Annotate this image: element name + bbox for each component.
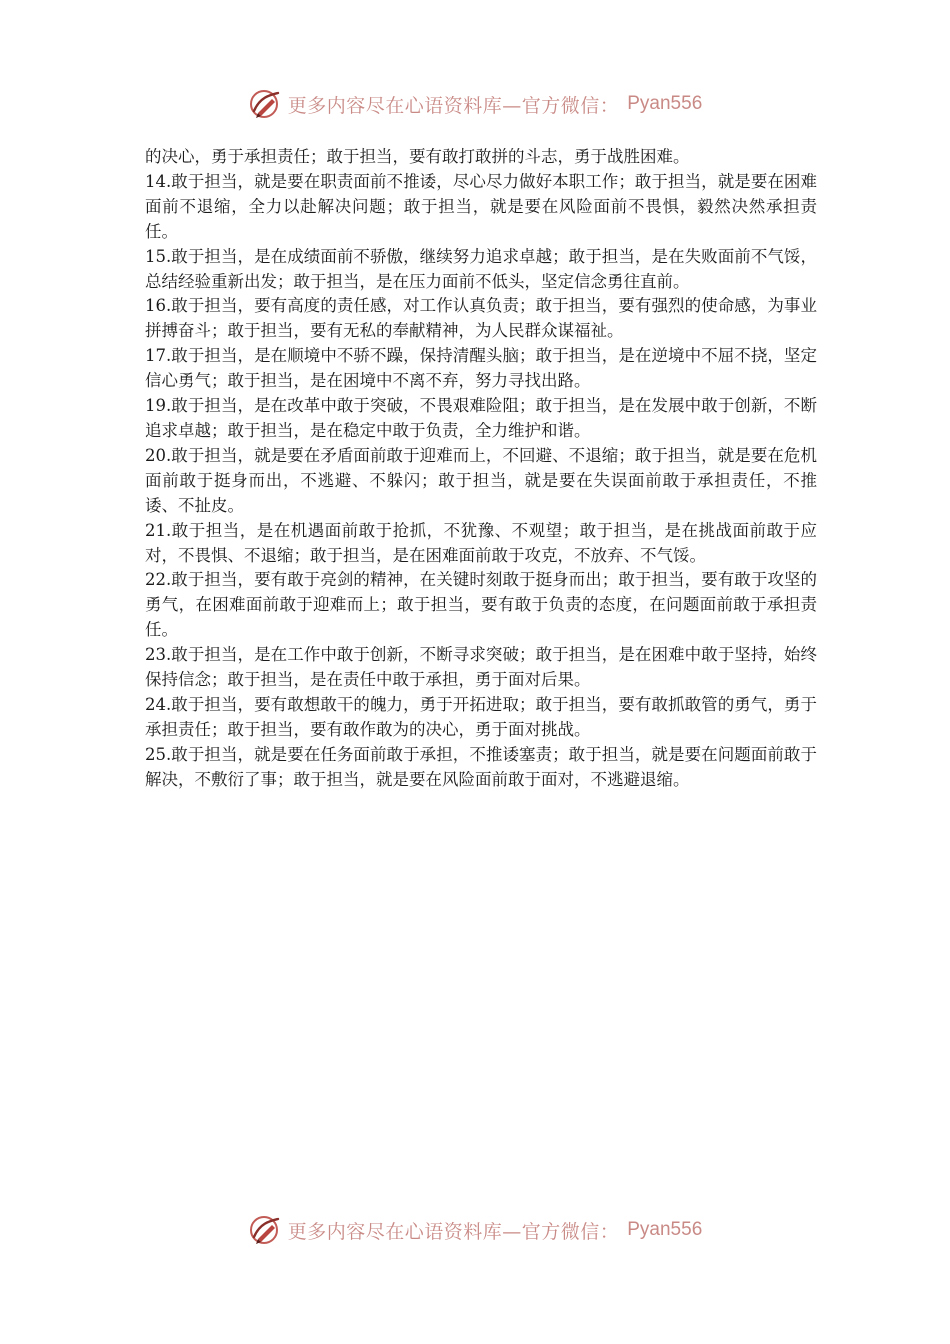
paragraph: 24.敢于担当，要有敢想敢干的魄力，勇于开拓进取；敢于担当，要有敢抓敢管的勇气，勇于承担责任；敢于担当，要有敢作敢为的决心，勇于面对挑战。 [145,694,817,739]
paragraph: 16.敢于担当，要有高度的责任感，对工作认真负责；敢于担当，要有强烈的使命感，为事业拼搏奋斗；敢于担当，要有无私的奉献精神，为人民群众谋福祉。 [145,296,817,341]
paragraph: 的决心，勇于承担责任；敢于担当，要有敢打敢拼的斗志，勇于战胜困难。 [145,147,690,166]
header-watermark [0,84,950,124]
paragraph: 22.敢于担当，要有敢于亮剑的精神，在关键时刻敢于挺身而出；敢于担当，要有敢于攻坚的勇气，在困难面前敢于迎难而上；敢于担当，要有敢于负责的态度，在问题面前敢于承担责任。 [145,570,817,640]
paragraph: 25.敢于担当，就是要在任务面前敢于承担，不推诿塞责；敢于担当，就是要在问题面前敢于解决，不敷衍了事；敢于担当，就是要在风险面前敢于面对，不逃避退缩。 [145,744,817,789]
paragraph: 17.敢于担当，是在顺境中不骄不躁，保持清醒头脑；敢于担当，是在逆境中不屈不挠，坚定信心勇气；敢于担当，是在困境中不离不弃，努力寻找出路。 [145,346,817,391]
pen-swirl-icon [248,1213,282,1247]
watermark-text: 更多内容尽在心语资料库—官方微信： [287,94,620,117]
watermark-text: 更多内容尽在心语资料库—官方微信： [287,1220,620,1243]
footer-watermark [0,1210,950,1250]
paragraph: 19.敢于担当，是在改革中敢于突破，不畏艰难险阻；敢于担当，是在发展中敢于创新，不断追求卓越；敢于担当，是在稳定中敢于负责，全力维护和谐。 [145,396,817,440]
paragraph: 23.敢于担当，是在工作中敢于创新，不断寻求突破；敢于担当，是在困难中敢于坚持，始终保持信念；敢于担当，是在责任中敢于承担，勇于面对后果。 [145,645,817,690]
watermark-wechat-id: Pyan556 [627,1219,703,1240]
paragraph: 21.敢于担当，是在机遇面前敢于抢抓，不犹豫、不观望；敢于担当，是在挑战面前敢于应对，不畏惧、不退缩；敢于担当，是在困难面前敢于攻克，不放弃、不气馁。 [145,520,817,565]
document-body [145,145,817,793]
paragraph: 15.敢于担当，是在成绩面前不骄傲，继续努力追求卓越；敢于担当，是在失败面前不气馁，总结经验重新出发；敢于担当，是在压力面前不低头，坚定信念勇往直前。 [145,246,817,291]
paragraph: 14.敢于担当，就是要在职责面前不推诿，尽心尽力做好本职工作；敢于担当，就是要在困难面前不退缩，全力以赴解决问题；敢于担当，就是要在风险面前不畏惧，毅然决然承担责任。 [145,171,817,241]
pen-swirl-icon [248,87,282,121]
watermark-wechat-id: Pyan556 [627,93,703,114]
paragraph: 20.敢于担当，就是要在矛盾面前敢于迎难而上，不回避、不退缩；敢于担当，就是要在危机面前敢于挺身而出，不逃避、不躲闪；敢于担当，就是要在失误面前敢于承担责任，不推诿、不扯皮。 [145,445,817,515]
